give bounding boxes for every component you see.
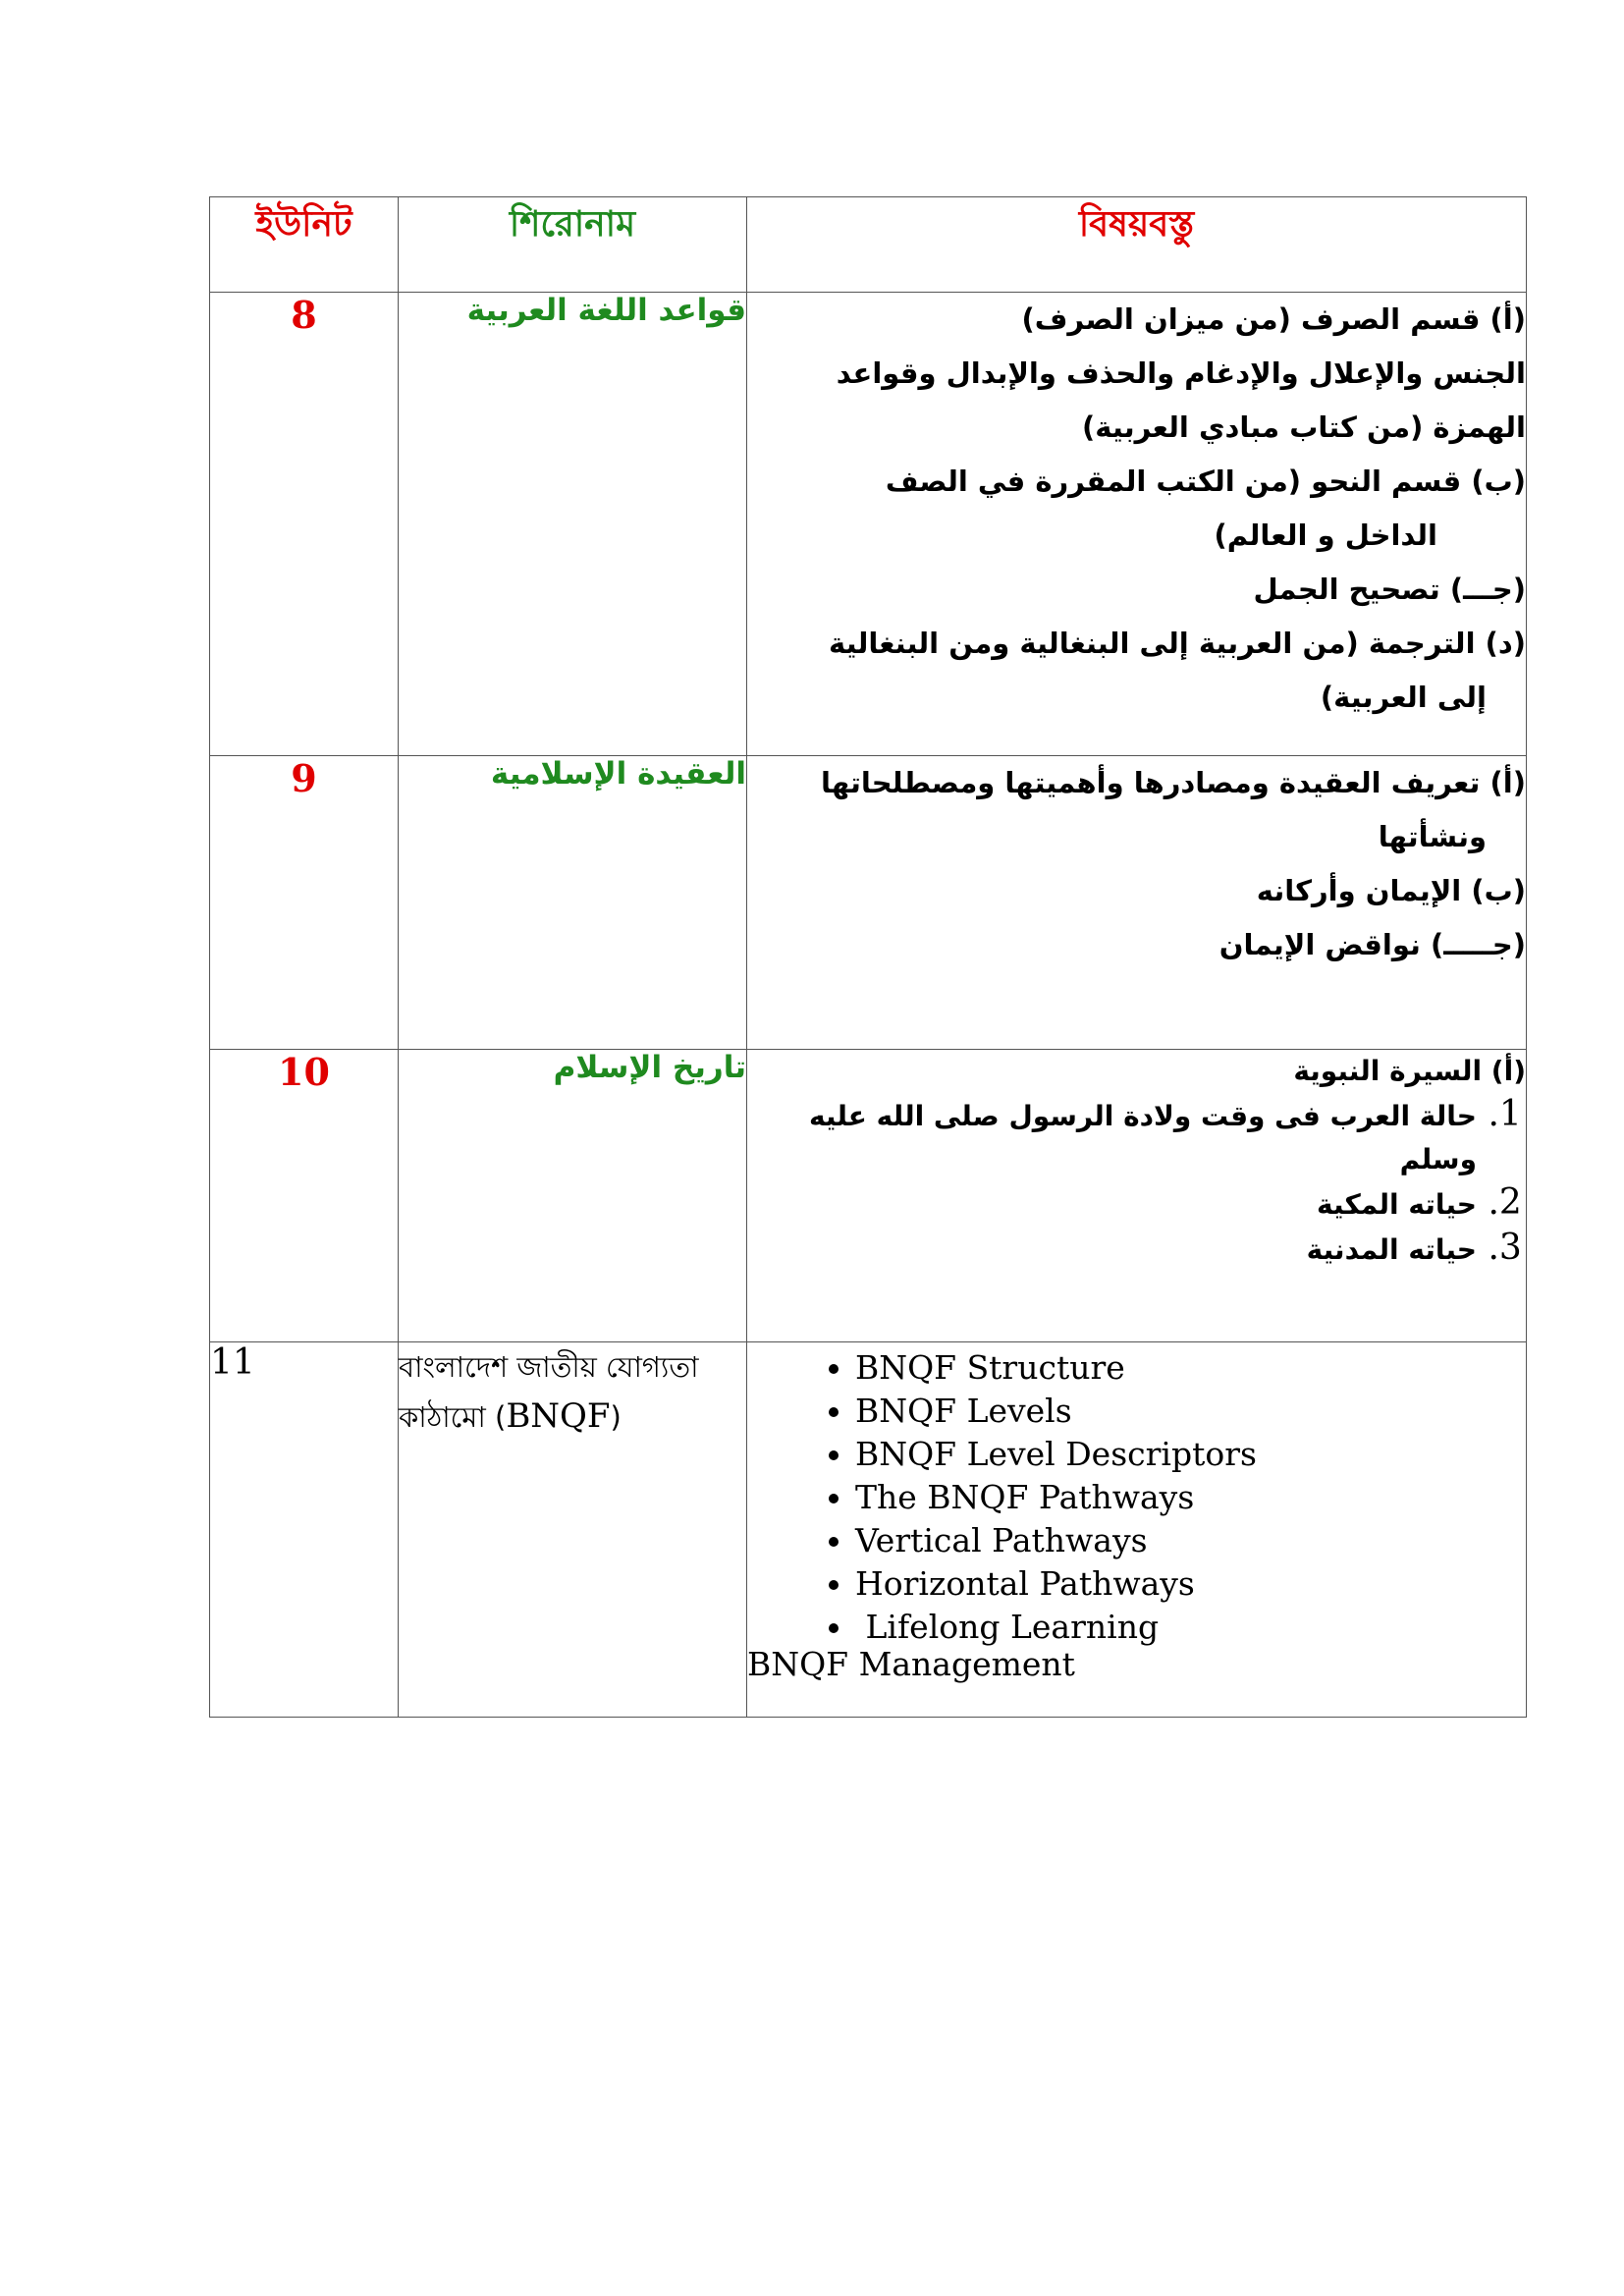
content-line: (ب) قسم النحو (من الكتب المقررة في الصف	[885, 465, 1526, 498]
table-row	[210, 756, 1527, 1050]
unit-number: 10	[210, 1050, 399, 1342]
content-line: ونشأتها	[1378, 820, 1487, 853]
list-item: 1. حالة العرب فى وقت ولادة الرسول صلى الله عليه وسلم	[747, 1093, 1477, 1181]
list-item: • Horizontal Pathways	[855, 1562, 1526, 1606]
unit-number: 8	[210, 293, 399, 756]
unit-number: 9	[210, 756, 399, 1050]
table-row	[210, 293, 1527, 756]
unit-title: العقيدة الإسلامية	[399, 756, 747, 1050]
unit-content	[747, 293, 1527, 756]
unit-title-bn: বাংলাদেশ জাতীয় যোগ্যতা কাঠামো (	[399, 1350, 699, 1434]
content-line: (جـــــ) نواقض الإيمان	[1218, 928, 1526, 961]
content-line: (جـــ) تصحيح الجمل	[1253, 573, 1526, 606]
numbered-list	[747, 1093, 1526, 1272]
list-item: • BNQF Structure	[855, 1346, 1526, 1390]
unit-title: قواعد اللغة العربية	[399, 293, 747, 756]
unit-title-close: )	[610, 1400, 622, 1434]
list-item: • The BNQF Pathways	[855, 1476, 1526, 1519]
content-line: (أ) تعريف العقيدة ومصادرها وأهميتها ومصطلحاتها	[820, 766, 1526, 799]
content-line: (ب) الإيمان وأركانه	[1256, 874, 1526, 907]
table-row	[210, 1050, 1527, 1342]
unit-title: تاريخ الإسلام	[399, 1050, 747, 1342]
header-content: বিষয়বস্তু	[747, 197, 1527, 293]
content-line: الجنس والإعلال والإدغام والحذف والإبدال وقواعد	[836, 356, 1526, 390]
header-title: শিরোনাম	[399, 197, 747, 293]
list-item: • BNQF Level Descriptors	[855, 1433, 1526, 1476]
list-item: 2. حياته المكية	[747, 1181, 1477, 1227]
content-line: (أ) قسم الصرف (من ميزان الصرف)	[1021, 302, 1526, 336]
unit-content	[747, 1050, 1527, 1342]
content-line: الهمزة (من كتاب مبادي العربية)	[1082, 410, 1526, 444]
syllabus-table	[209, 196, 1527, 1718]
list-item: • Lifelong Learning	[855, 1606, 1526, 1649]
unit-content	[747, 756, 1527, 1050]
unit-title-en: BNQF	[506, 1396, 611, 1436]
header-unit: ইউনিট	[210, 197, 399, 293]
unit-number: 11	[210, 1342, 399, 1718]
content-line: (د) الترجمة (من العربية إلى البنغالية ومن البنغالية	[829, 627, 1526, 660]
list-item: • BNQF Levels	[855, 1390, 1526, 1433]
bullet-list	[747, 1346, 1526, 1649]
trailing-text: BNQF Management	[747, 1645, 1075, 1683]
unit-title	[399, 1342, 747, 1718]
list-item: • Vertical Pathways	[855, 1519, 1526, 1562]
list-item: 3. حياته المدنية	[747, 1227, 1477, 1272]
header-row	[210, 197, 1527, 293]
unit-content	[747, 1342, 1527, 1718]
content-heading: (أ) السيرة النبوية	[1293, 1055, 1526, 1087]
content-line: إلى العربية)	[1320, 681, 1487, 714]
content-line: الداخل و العالم)	[1214, 519, 1437, 552]
table-row	[210, 1342, 1527, 1718]
